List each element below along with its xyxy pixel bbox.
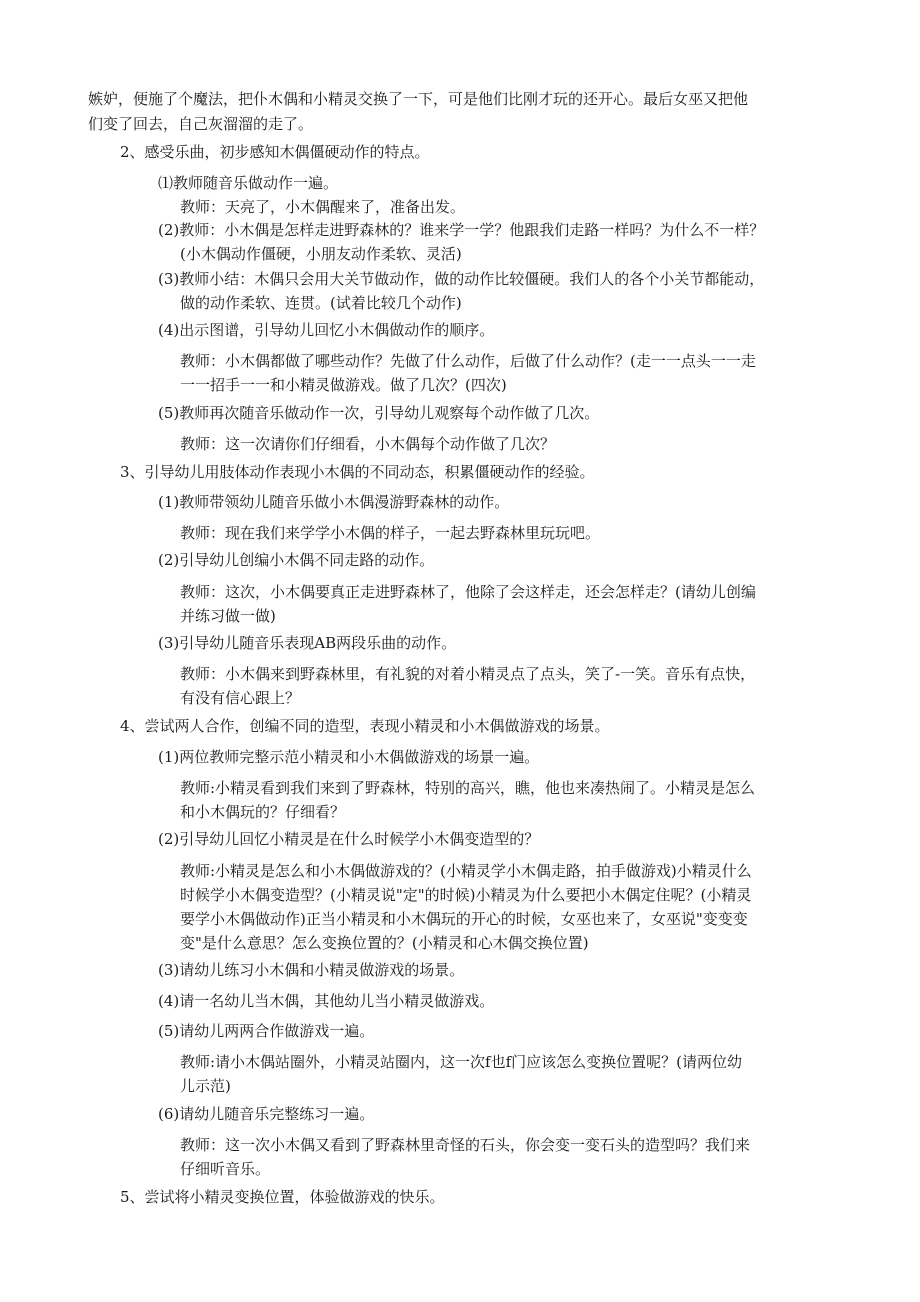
s3-item-2-teacher-1: 教师：这次，小木偶要真正走进野森林了，他除了会这样走，还会怎样走？(请幼儿创编 <box>180 583 756 601</box>
s2-item-5-teacher: 教师：这一次请你们仔细看，小木偶每个动作做了几次？ <box>180 435 556 453</box>
s4-item-6-teacher-2: 仔细听音乐。 <box>180 1160 271 1178</box>
s4-item-1-teacher-1: 教师:小精灵看到我们来到了野森林，特别的高兴，瞧，他也来凑热闹了。小精灵是怎么 <box>180 779 756 797</box>
s4-item-5-teacher-2: 儿示范) <box>180 1077 231 1095</box>
s4-item-5-teacher-1: 教师:请小木偶站圈外，小精灵站圈内，这一次f也f门应该怎么变换位置呢？(请两位幼 <box>180 1053 743 1071</box>
s3-item-1-teacher: 教师：现在我们来学学小木偶的样子，一起去野森林里玩玩吧。 <box>180 524 601 542</box>
s4-item-6: (6)请幼儿随音乐完整练习一遍。 <box>158 1105 375 1123</box>
s4-item-1: (1)两位教师完整示范小精灵和小木偶做游戏的场景一遍。 <box>158 748 540 766</box>
s2-item-3-line-1: (3)教师小结：木偶只会用大关节做动作，做的动作比较僵硬。我们人的各个小关节都能动， <box>158 270 765 288</box>
intro-line-2: 们变了回去，自己灰溜溜的走了。 <box>88 115 314 133</box>
s2-item-1-teacher: 教师：天亮了，小木偶醒来了，准备出发。 <box>180 198 466 216</box>
s4-item-5: (5)请幼儿两两合作做游戏一遍。 <box>158 1022 375 1040</box>
s4-item-2-teacher-2: 时候学小木偶变造型？(小精灵说"定"的时候)小精灵为什么要把小木偶定住呢？(小精灵 <box>180 886 752 904</box>
s4-item-2-teacher-1: 教师:小精灵是怎么和小木偶做游戏的？(小精灵学小木偶走路，拍手做游戏)小精灵什么 <box>180 862 752 880</box>
intro-line-1: 嫉妒，便施了个魔法，把仆木偶和小精灵交换了一下，可是他们比刚才玩的还开心。最后女巫又把他 <box>88 90 749 108</box>
s4-item-2-teacher-4: 变"是什么意思？怎么变换位置的？(小精灵和心木偶交换位置) <box>180 934 589 952</box>
s3-item-1: (1)教师带领幼儿随音乐做小木偶漫游野森林的动作。 <box>158 493 510 511</box>
s4-item-4: (4)请一名幼儿当木偶，其他幼儿当小精灵做游戏。 <box>158 992 495 1010</box>
s4-item-1-teacher-2: 和小木偶玩的？仔细看？ <box>180 803 346 821</box>
s3-item-3-teacher-1: 教师：小木偶来到野森林里，有礼貌的对着小精灵点了点头，笑了-一笑。音乐有点快， <box>180 665 756 683</box>
s4-item-2: (2)引导幼儿回忆小精灵是在什么时候学小木偶变造型的？ <box>158 830 540 848</box>
s2-item-4-teacher-1: 教师：小木偶都做了哪些动作？先做了什么动作，后做了什么动作？(走一一点头一一走 <box>180 352 756 370</box>
s2-item-4-teacher-2: 一一招手一一和小精灵做游戏。做了几次？(四次) <box>180 376 507 394</box>
s3-item-2-teacher-2: 并练习做一做) <box>180 607 276 625</box>
s3-item-3: (3)引导幼儿随音乐表现AB两段乐曲的动作。 <box>158 634 457 652</box>
s2-item-1: ⑴教师随音乐做动作一遍。 <box>158 174 339 192</box>
s3-item-2: (2)引导幼儿创编小木偶不同走路的动作。 <box>158 551 435 569</box>
s2-item-2-line-1: (2)教师：小木偶是怎样走进野森林的？谁来学一学？他跟我们走路一样吗？为什么不一样？ <box>158 221 765 239</box>
s4-item-3: (3)请幼儿练习小木偶和小精灵做游戏的场景。 <box>158 961 465 979</box>
s4-item-2-teacher-3: 要学小木偶做动作)正当小精灵和小木偶玩的开心的时候，女巫也来了，女巫说"变变变 <box>180 910 748 928</box>
s3-item-3-teacher-2: 有没有信心跟上？ <box>180 689 301 707</box>
section-4-heading: 4、尝试两人合作，创编不同的造型，表现小精灵和小木偶做游戏的场景。 <box>120 717 610 735</box>
section-3-heading: 3、引导幼儿用肢体动作表现小木偶的不同动态，积累僵硬动作的经验。 <box>120 463 595 481</box>
section-2-heading: 2、感受乐曲，初步感知木偶僵硬动作的特点。 <box>120 143 430 161</box>
s2-item-2-line-2: (小木偶动作僵硬，小朋友动作柔软、灵活) <box>180 245 462 263</box>
s2-item-3-line-2: 做的动作柔软、连贯。(试着比较几个动作) <box>180 294 462 312</box>
s2-item-5: (5)教师再次随音乐做动作一次，引导幼儿观察每个动作做了几次。 <box>158 404 600 422</box>
section-5-heading: 5、尝试将小精灵变换位置，体验做游戏的快乐。 <box>120 1188 445 1206</box>
s4-item-6-teacher-1: 教师：这一次小木偶又看到了野森林里奇怪的石头，你会变一变石头的造型吗？我们来 <box>180 1136 751 1154</box>
s2-item-4: (4)出示图谱，引导幼儿回忆小木偶做动作的顺序。 <box>158 321 495 339</box>
